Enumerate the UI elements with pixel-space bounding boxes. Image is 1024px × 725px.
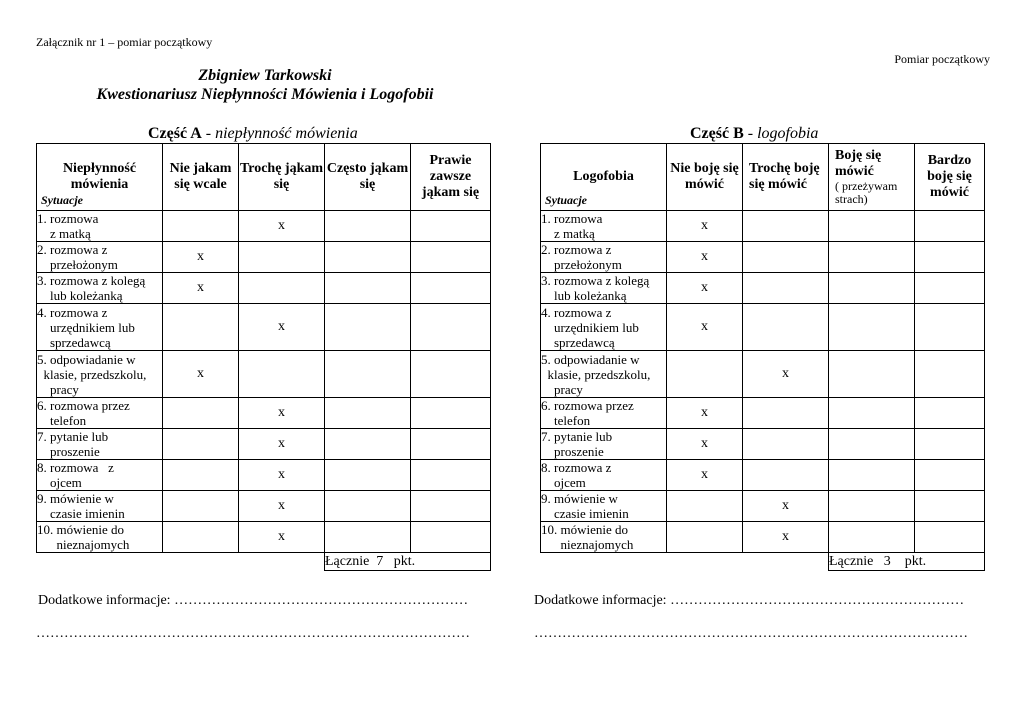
part-b-answer-cell: [667, 522, 743, 553]
part-b-answer-cell: x: [667, 211, 743, 242]
part-b-col-3-sub: ( przeżywam strach): [835, 179, 898, 206]
part-a-answer-cell: x: [163, 351, 239, 398]
part-a-answer-cell: x: [239, 491, 325, 522]
part-a-situation-label: 3. rozmowa z kolegą lub koleżanką: [37, 273, 163, 304]
part-b-situation-label: 5. odpowiadanie w klasie, przedszkolu, pracy: [541, 351, 667, 398]
part-b-answer-cell: [667, 491, 743, 522]
part-b-answer-cell: [743, 211, 829, 242]
part-a-situation-label: 6. rozmowa przez telefon: [37, 398, 163, 429]
empty-cell: [37, 553, 163, 571]
part-b-heading: [690, 125, 818, 143]
part-a-col-4: Prawie zawsze jąkam się: [411, 144, 491, 211]
table-row: [541, 211, 985, 242]
part-a-table: [36, 143, 491, 571]
part-b-answer-cell: [829, 522, 915, 553]
author-name: Zbigniew Tarkowski: [198, 67, 332, 84]
part-a-answer-cell: [325, 304, 411, 351]
table-row: [37, 460, 491, 491]
part-a-answer-cell: x: [239, 398, 325, 429]
table-row: [37, 351, 491, 398]
table-row: [541, 398, 985, 429]
part-b-answer-cell: [915, 429, 985, 460]
part-a-answer-cell: [411, 522, 491, 553]
document-title: Kwestionariusz Niepłynności Mówienia i Logofobii: [96, 86, 434, 103]
part-a-situation-label: 5. odpowiadanie w klasie, przedszkolu, pracy: [37, 351, 163, 398]
empty-cell: [667, 553, 743, 571]
part-a-col-2: Trochę jąkam się: [239, 144, 325, 211]
part-b-situation-label: 2. rozmowa z przełożonym: [541, 242, 667, 273]
part-b-answer-cell: [829, 429, 915, 460]
part-b-situation-label: 1. rozmowa z matką: [541, 211, 667, 242]
part-a-answer-cell: x: [163, 242, 239, 273]
part-a-answer-cell: [325, 273, 411, 304]
part-a-answer-cell: [411, 273, 491, 304]
part-b-answer-cell: [915, 460, 985, 491]
part-b-answer-cell: [743, 429, 829, 460]
part-b-answer-cell: [915, 491, 985, 522]
part-a-situation-label: 9. mówienie w czasie imienin: [37, 491, 163, 522]
part-b-answer-cell: x: [743, 491, 829, 522]
part-b-answer-cell: x: [667, 398, 743, 429]
part-b-answer-cell: [829, 242, 915, 273]
part-b-answer-cell: [829, 491, 915, 522]
part-a-answer-cell: [239, 242, 325, 273]
part-a-extra-info: Dodatkowe informacje: ………………………………………………………: [38, 593, 469, 608]
part-b-answer-cell: [915, 398, 985, 429]
part-a-answer-cell: [411, 429, 491, 460]
part-a-subtitle: - niepłynność mówienia: [205, 125, 358, 142]
total-row: [37, 553, 491, 571]
part-b-total: Łącznie 3 pkt.: [829, 553, 985, 571]
part-b-answer-cell: x: [743, 522, 829, 553]
part-a-answer-cell: [163, 522, 239, 553]
table-row: [37, 242, 491, 273]
part-a-answer-cell: [325, 242, 411, 273]
part-b-col-3-label: Boję się mówić: [835, 148, 882, 179]
measure-label: Pomiar początkowy: [894, 52, 990, 66]
part-a-answer-cell: [411, 398, 491, 429]
part-b-answer-cell: [915, 273, 985, 304]
part-a-answer-cell: [163, 398, 239, 429]
part-a-answer-cell: x: [163, 273, 239, 304]
part-b-answer-cell: [743, 273, 829, 304]
part-b-answer-cell: [829, 273, 915, 304]
part-b-answer-cell: [667, 351, 743, 398]
part-b-answer-cell: x: [667, 429, 743, 460]
part-b-extra-info: Dodatkowe informacje: ………………………………………………………: [534, 593, 965, 608]
part-b-answer-cell: [829, 211, 915, 242]
table-row: [541, 242, 985, 273]
part-a-col-first: [37, 144, 163, 211]
part-a-answer-cell: [325, 211, 411, 242]
part-a-label: Część A: [148, 125, 202, 142]
attachment-label: Załącznik nr 1 – pomiar początkowy: [36, 35, 213, 49]
part-a-col-1: Nie jakam się wcale: [163, 144, 239, 211]
empty-cell: [541, 553, 667, 571]
part-b-answer-cell: [829, 351, 915, 398]
part-b-answer-cell: [915, 211, 985, 242]
part-b-situation-label: 4. rozmowa z urzędnikiem lub sprzedawcą: [541, 304, 667, 351]
part-a-answer-cell: x: [239, 522, 325, 553]
part-b-table: [540, 143, 985, 571]
part-b-col-1: Nie boję się mówić: [667, 144, 743, 211]
part-b-col-first: [541, 144, 667, 211]
part-b-answer-cell: [915, 522, 985, 553]
part-b-answer-cell: [915, 304, 985, 351]
part-b-answer-cell: [915, 242, 985, 273]
table-row: [37, 522, 491, 553]
part-b-situation-label: 6. rozmowa przez telefon: [541, 398, 667, 429]
part-a-answer-cell: [325, 460, 411, 491]
part-b-situation-label: 9. mówienie w czasie imienin: [541, 491, 667, 522]
part-a-answer-cell: [325, 398, 411, 429]
part-b-col-first-sub: Sytuacje: [545, 193, 587, 207]
part-a-answer-cell: [163, 491, 239, 522]
part-b-col-2: Trochę boję się mówić: [743, 144, 829, 211]
part-a-answer-cell: [325, 491, 411, 522]
part-a-answer-cell: [163, 429, 239, 460]
part-a-situation-label: 2. rozmowa z przełożonym: [37, 242, 163, 273]
part-b-situation-label: 7. pytanie lub proszenie: [541, 429, 667, 460]
part-a-answer-cell: [325, 522, 411, 553]
part-a-col-first-sub: Sytuacje: [41, 193, 83, 207]
table-row: [541, 304, 985, 351]
empty-cell: [239, 553, 325, 571]
table-row: [37, 211, 491, 242]
part-a-situation-label: 7. pytanie lub proszenie: [37, 429, 163, 460]
part-a-answer-cell: [163, 211, 239, 242]
part-b-answer-cell: [915, 351, 985, 398]
part-b-situation-label: 8. rozmowa z ojcem: [541, 460, 667, 491]
part-b-answer-cell: [743, 242, 829, 273]
part-b-extra-line: …………………………………………………………………………………: [534, 626, 968, 641]
part-b-answer-cell: x: [667, 460, 743, 491]
table-row: [37, 491, 491, 522]
part-b-col-first-label: Logofobia: [573, 169, 634, 184]
table-row: [541, 460, 985, 491]
part-a-answer-cell: x: [239, 429, 325, 460]
part-a-total: Łącznie 7 pkt.: [325, 553, 491, 571]
part-a-answer-cell: [411, 242, 491, 273]
part-b-label: Część B: [690, 125, 744, 142]
empty-cell: [743, 553, 829, 571]
part-a-answer-cell: x: [239, 304, 325, 351]
part-b-answer-cell: [743, 304, 829, 351]
part-a-answer-cell: x: [239, 211, 325, 242]
part-a-answer-cell: [239, 273, 325, 304]
part-a-extra-line: …………………………………………………………………………………: [36, 626, 470, 641]
part-b-subtitle: - logofobia: [747, 125, 819, 142]
part-b-situation-label: 10. mówienie do nieznajomych: [541, 522, 667, 553]
table-row: [541, 491, 985, 522]
total-row: [541, 553, 985, 571]
part-a-answer-cell: [411, 351, 491, 398]
part-a-col-3: Często jąkam się: [325, 144, 411, 211]
part-a-answer-cell: [411, 211, 491, 242]
table-row: [541, 522, 985, 553]
empty-cell: [163, 553, 239, 571]
part-a-answer-cell: [411, 491, 491, 522]
part-b-col-4: Bardzo boję się mówić: [915, 144, 985, 211]
table-row: [541, 429, 985, 460]
part-b-answer-cell: [743, 398, 829, 429]
part-a-answer-cell: [411, 304, 491, 351]
part-a-situation-label: 8. rozmowa z ojcem: [37, 460, 163, 491]
part-a-answer-cell: [325, 429, 411, 460]
part-a-answer-cell: [239, 351, 325, 398]
part-b-answer-cell: [829, 460, 915, 491]
part-b-answer-cell: x: [667, 242, 743, 273]
table-row: [37, 273, 491, 304]
table-row: [541, 273, 985, 304]
part-a-situation-label: 1. rozmowa z matką: [37, 211, 163, 242]
part-b-answer-cell: x: [743, 351, 829, 398]
part-b-answer-cell: x: [667, 273, 743, 304]
part-a-answer-cell: [325, 351, 411, 398]
part-a-col-first-label: Niepłynność mówienia: [62, 161, 137, 192]
table-row: [37, 429, 491, 460]
part-a-answer-cell: [163, 304, 239, 351]
part-b-answer-cell: [829, 398, 915, 429]
part-a-answer-cell: [411, 460, 491, 491]
part-a-situation-label: 4. rozmowa z urzędnikiem lub sprzedawcą: [37, 304, 163, 351]
part-b-situation-label: 3. rozmowa z kolegą lub koleżanką: [541, 273, 667, 304]
part-b-answer-cell: [829, 304, 915, 351]
part-a-answer-cell: [163, 460, 239, 491]
table-row: [541, 351, 985, 398]
table-row: [37, 398, 491, 429]
part-b-answer-cell: x: [667, 304, 743, 351]
part-b-answer-cell: [743, 460, 829, 491]
part-b-col-3: [829, 144, 915, 211]
part-a-answer-cell: x: [239, 460, 325, 491]
part-a-heading: [148, 125, 358, 143]
part-a-situation-label: 10. mówienie do nieznajomych: [37, 522, 163, 553]
table-row: [37, 304, 491, 351]
